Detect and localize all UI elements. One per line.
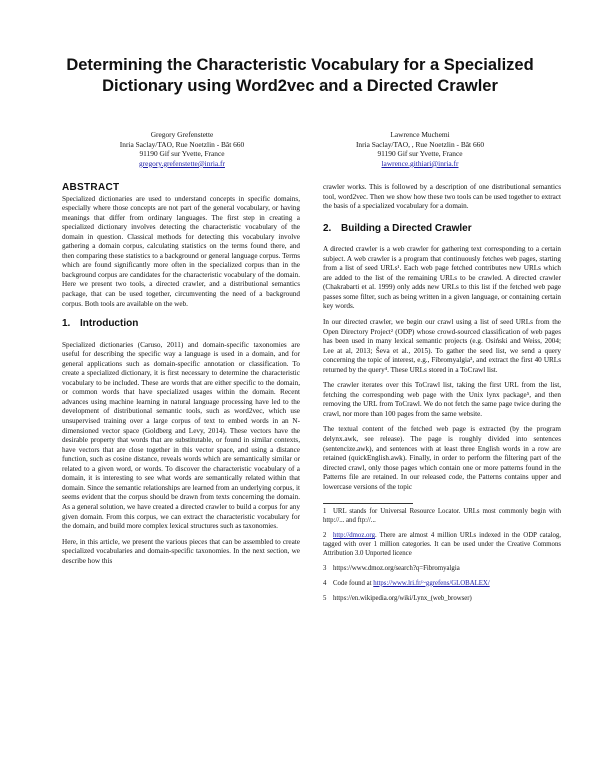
paragraph: crawler works. This is followed by a description of one distributional semantics tool, word2vec. Then we show how these two tools can be used together to extract the basis of a specialized vocabulary for a domain. (323, 183, 561, 211)
paragraph: Here, in this article, we present the various pieces that can be assembled to create specialized vocabularies and domain-specific taxonomies. In the next section, we describe how this (62, 537, 300, 565)
left-column (62, 183, 300, 572)
author-block-1 (62, 130, 302, 168)
footnote-text: https://www.dmoz.org/search?q=Fibromyalgia (333, 564, 460, 572)
footnote-2 (323, 532, 561, 559)
paragraph: In our directed crawler, we begin our crawl using a list of seed URLs from the Open Directory Project² (ODP) whose crowd-sourced classification of web pages has been used in many lexical semantic projects (e.g. Osiński and Weiss, 2004; Lee at al, 2013; Ševa et al., 2015). To gather the seed list, we send a query concerning the topic of interest, e.g., Fibromyalgia³, and extract the first 40 URLs returned by the query⁴. These URLs stored in a ToCrawl list. (323, 318, 561, 374)
footnote-text: . There are almost 4 million URLs indexed in the ODP catalog, tagged with over 1 million categories. It can be used under the Creative Commons Attribution 3.0 Unported licence (323, 532, 561, 557)
author-affiliation: Inria Saclay/TAO, , Rue Noetzlin - Bât 660 (355, 139, 485, 149)
paper-title: Determining the Characteristic Vocabulary for a Specialized Dictionary using Word2vec and a Directed Crawler (66, 56, 534, 95)
author-affiliation: Inria Saclay/TAO, Rue Noetzlin - Bât 660 (119, 139, 245, 149)
footnote-text: https://en.wikipedia.org/wiki/Lynx_(web_browser) (333, 594, 472, 602)
footnote-number: 2 (323, 532, 327, 540)
footnote-number: 1 (323, 508, 327, 516)
footnote-number: 3 (323, 564, 327, 572)
footnote-number: 5 (323, 594, 327, 602)
footnote-text: URL stands for Universal Resource Locator. URLs most commonly begin with http://... and ftp://... (323, 508, 561, 525)
section-heading-directed-crawler (323, 224, 561, 234)
footnote-3 (323, 565, 561, 574)
author-email-link[interactable]: gregory.grefenstette@inria.fr (139, 158, 225, 168)
paragraph: Specialized dictionaries (Caruso, 2011) and domain-specific taxonomies are useful for describing the specific way a language is used in a domain, and for general applications such as domain-specific annotation or classification. To create a specialized dictionary, it is first necessary to determine the characteristic vocabulary to be included. These are words that are either specific to the domain, or common words that have specialized usages within the domain. Recent advances using machine learning in natural language processing have led to the development of distributional semantic tools, such as word2vec, which use unsupervised training over a large corpus of text to embed words in an N-dimensioned vector space (Goldberg and Levy, 2014). These vectors have the desirable property that words that are substitutable, or found in similar contexts, have vectors that are close together in this vector space, and using a distance function, such as cosine distance, reveals words which are semantically similar or related to a given word, or words. To discover the characteristic vocabulary of a domain, it is interesting to see what words are semantically related within that domain. Since the semantic relationships are learned from an underlying corpus, it seems evident that the corpus should be drawn from texts concerning the domain. As a general solution, we have created a directed crawler to build a corpus for any given domain. From this corpus, we can extract the characteristic vocabulary for the domain, and build more complex lexical structures such as taxonomies. (62, 340, 300, 531)
abstract-heading: ABSTRACT (62, 182, 120, 193)
section-number: 2. (323, 222, 332, 234)
footnote-number: 4 (323, 579, 327, 587)
footnote-link[interactable]: http://dmoz.org (333, 532, 375, 540)
paragraph: A directed crawler is a web crawler for gathering text corresponding to a certain subject. A web crawler is a program that continuously fetches web pages, starting from a list of seed URLs¹. Each web page fetched contributes new URLs which are added to the list of the remaining URLs to be crawled. A directed crawler (Chakrabarti et al. 1999) only adds new URLs to this list if the fetched web page passes some filter, such as being written in a given language, or containing certain key words. (323, 245, 561, 311)
footnote-link[interactable]: https://www.lri.fr/~ggrefens/GLOBALEX/ (373, 579, 490, 587)
footnote-4 (323, 580, 561, 589)
footnote-text: Code found at (333, 579, 374, 587)
author-email-link[interactable]: lawrence.githiari@inria.fr (381, 158, 459, 168)
author-name: Gregory Grefenstette (150, 130, 214, 139)
author-name: Lawrence Muchemi (390, 130, 450, 139)
author-address: 91190 Gif sur Yvette, France (139, 149, 225, 159)
author-block-2 (300, 130, 540, 168)
paragraph: The textual content of the fetched web page is extracted (by the program delynx.awk, see release). The page is roughly divided into sentences (sentencize.awk), and sentences with at least three English words in a row are retained (quickEnglish.awk). Finally, in order to perform the filtering part of the directed crawl, only those pages which contain one or more patterns found in the Patterns file are retained. In our released code, the Patterns contains upper and lowercase versions of the topic (323, 425, 561, 491)
paragraph: The crawler iterates over this ToCrawl list, taking the first URL from the list, fetching the corresponding web page with the Unix lynx package⁵, and then removing the URL from ToCrawl. We do not fetch the same page twice during the crawl, nor more than 100 pages from the same website. (323, 381, 561, 418)
footnote-divider (323, 503, 413, 504)
section-heading-introduction (62, 319, 300, 329)
footnote-1 (323, 508, 561, 526)
abstract-text: Specialized dictionaries are used to understand concepts in specific domains, especially where those concepts are not part of the general vocabulary, or having meanings that differ from ordinary languages. The first step in creating a specialized dictionary involves detecting the characteristic vocabulary of the domain in question. Classical methods for detecting this vocabulary involve gathering a domain corpus, calculating statistics on the terms found there, and then comparing these statistics to a background or general language corpus. Terms which are found significantly more often in the specialized corpus than in the background corpus are candidates for the characteristic vocabulary of the domain. Here we present two tools, a directed crawler, and a distributional semantics package, that can be used together, circumventing the need of a background corpus. Both tools are available on the web. (62, 194, 300, 308)
section-title: Building a Directed Crawler (341, 222, 472, 234)
section-number: 1. (62, 318, 71, 330)
right-column (323, 183, 561, 610)
section-title: Introduction (80, 318, 139, 330)
author-address: 91190 Gif sur Yvette, France (377, 149, 463, 159)
footnote-5 (323, 595, 561, 604)
